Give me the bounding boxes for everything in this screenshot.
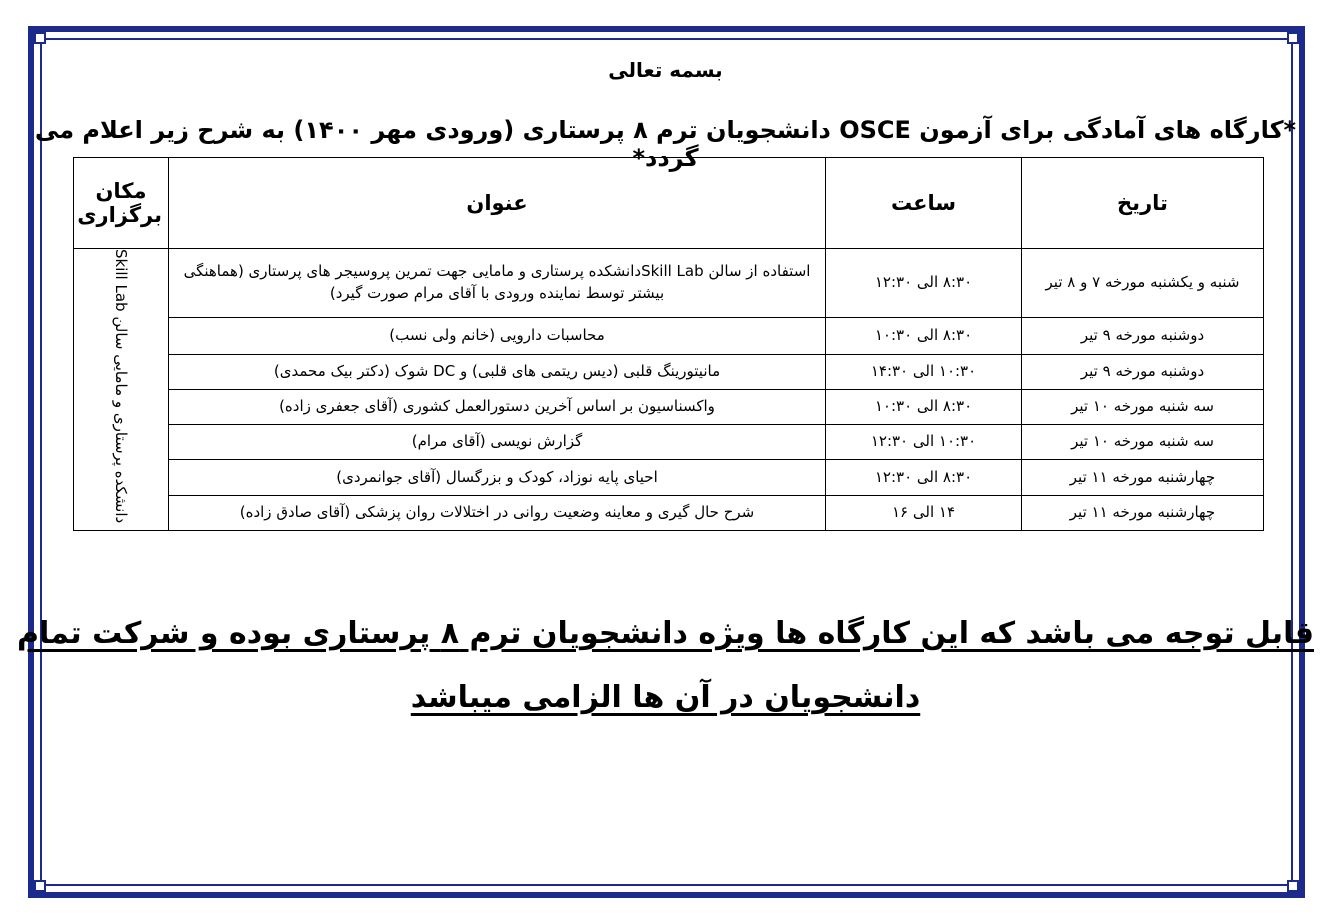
table-row [74,354,1264,389]
header-time: ساعت [826,158,1022,249]
cell-venue [74,249,169,531]
venue-text: دانشکده پرستاری و مامایی سالن Skill Lab [112,249,130,524]
cell-time: ۸:۳۰ الی ۱۰:۳۰ [826,318,1022,354]
cell-title: گزارش نویسی (آقای مرام) [169,425,826,460]
table-header-row [74,158,1264,249]
header-date: تاریخ [1022,158,1264,249]
cell-title: واکسناسیون بر اساس آخرین دستورالعمل کشوری (آقای جعفری زاده) [169,389,826,424]
corner-ornament-bottom-right [1287,880,1299,892]
corner-ornament-top-right [1287,32,1299,44]
cell-date: چهارشنبه مورخه ۱۱ تیر [1022,460,1264,495]
corner-ornament-bottom-left [34,880,46,892]
header-title: عنوان [169,158,826,249]
cell-title: استفاده از سالن Skill Labدانشکده پرستاری و مامایی جهت تمرین پروسیجر های پرستاری (هماهنگی بیشتر توسط نماینده ورودی با آقای مرام صورت گیرد) [169,249,826,318]
page-title: *کارگاه های آمادگی برای آزمون OSCE دانشجویان ترم ۸ پرستاری (ورودی مهر ۱۴۰۰) به شرح زیر اعلام می گردد* [34,116,1297,172]
header-venue: مکان برگزاری [74,158,169,249]
notice-line-2-text: دانشجویان در آن ها الزامی میباشد [410,680,921,715]
notice-line-1-text: قابل توجه می باشد که این کارگاه ها ویژه دانشجویان ترم ۸ پرستاری بوده و شرکت تمام [17,616,1314,651]
cell-time: ۱۴ الی ۱۶ [826,495,1022,530]
cell-date: سه شنبه مورخه ۱۰ تیر [1022,425,1264,460]
cell-date: دوشنبه مورخه ۹ تیر [1022,318,1264,354]
table-row [74,318,1264,354]
cell-time: ۱۰:۳۰ الی ۱۴:۳۰ [826,354,1022,389]
cell-title: احیای پایه نوزاد، کودک و بزرگسال (آقای جوانمردی) [169,460,826,495]
cell-date: چهارشنبه مورخه ۱۱ تیر [1022,495,1264,530]
cell-title: مانیتورینگ قلبی (دیس ریتمی های قلبی) و DC شوک (دکتر بیک محمدی) [169,354,826,389]
table-row [74,460,1264,495]
cell-time: ۸:۳۰ الی ۱۲:۳۰ [826,460,1022,495]
cell-date: سه شنبه مورخه ۱۰ تیر [1022,389,1264,424]
basmala-heading: بسمه تعالی [608,58,723,82]
notice-line-2 [0,680,1331,715]
workshop-schedule-table [73,157,1264,531]
cell-title: شرح حال گیری و معاینه وضعیت روانی در اختلالات روان پزشکی (آقای صادق زاده) [169,495,826,530]
table-row [74,249,1264,318]
table-row [74,389,1264,424]
table-row [74,495,1264,530]
cell-time: ۸:۳۰ الی ۱۲:۳۰ [826,249,1022,318]
cell-date: دوشنبه مورخه ۹ تیر [1022,354,1264,389]
cell-time: ۱۰:۳۰ الی ۱۲:۳۰ [826,425,1022,460]
cell-time: ۸:۳۰ الی ۱۰:۳۰ [826,389,1022,424]
cell-date: شنبه و یکشنبه مورخه ۷ و ۸ تیر [1022,249,1264,318]
table-row [74,425,1264,460]
cell-title: محاسبات دارویی (خانم ولی نسب) [169,318,826,354]
corner-ornament-top-left [34,32,46,44]
notice-line-1 [0,616,1331,651]
